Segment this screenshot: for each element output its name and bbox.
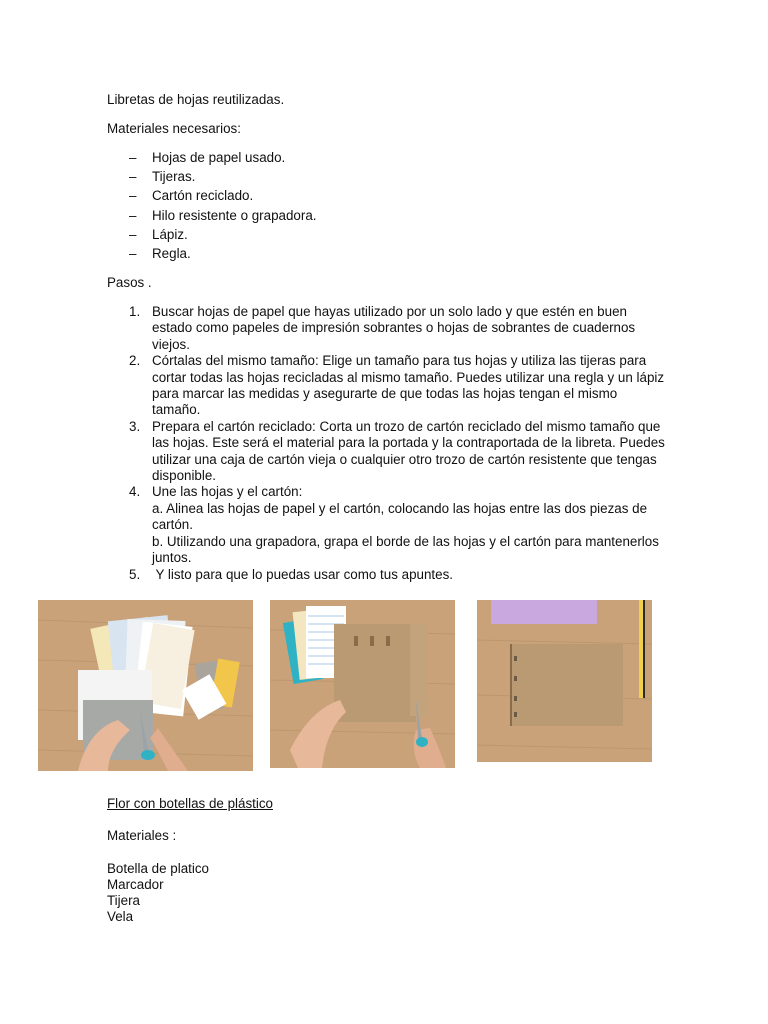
list-item: Vela [107, 909, 134, 924]
step-substep-b: b. Utilizando una grapadora, grapa el borde de las hojas y el cartón para mantenerlos juntos. [152, 533, 659, 566]
step-substep-a: a. Alinea las hojas de papel y el cartón, colocando las hojas entre las dos piezas de cartón. [152, 500, 648, 533]
photo-cutting-cardboard [270, 600, 455, 768]
list-item [107, 353, 667, 419]
list-item [107, 169, 317, 188]
step-number: 1. [129, 304, 141, 319]
list-item [107, 246, 317, 265]
list-item [107, 227, 317, 246]
steps-list [107, 304, 667, 583]
list-item [107, 419, 667, 485]
steps-heading: Pasos . [107, 275, 152, 290]
section2-materials-heading: Materiales : [107, 828, 177, 843]
list-item [107, 150, 317, 169]
step-number: 5. [129, 566, 141, 582]
step-text: Une las hojas y el cartón: [152, 484, 303, 500]
list-item [107, 304, 667, 353]
dash-marker: – [129, 150, 137, 165]
step-text: Y listo para que lo puedas usar como tus apuntes. [152, 566, 453, 582]
step-number: 4. [129, 484, 141, 500]
list-item [107, 567, 667, 583]
dash-marker: – [129, 188, 137, 204]
dash-marker: – [129, 245, 137, 261]
document-title: Libretas de hojas reutilizadas. [107, 92, 285, 107]
material-item: Cartón reciclado. [152, 188, 254, 204]
material-item: Tijeras. [152, 169, 196, 185]
step-number: 3. [129, 418, 141, 434]
photo-finished-notebook [477, 600, 652, 762]
step-text: Buscar hojas de papel que hayas utilizado por un solo lado y que estén en buen estado como papeles de impresión sobrantes o hojas de sobrantes de cuadernos viejos. [152, 304, 636, 352]
photo-cutting-paper [38, 600, 253, 771]
material-item: Hilo resistente o grapadora. [152, 207, 317, 223]
dash-marker: – [129, 207, 137, 223]
step-text: Córtalas del mismo tamaño: Elige un tamaño para tus hojas y utiliza las tijeras para cortar todas las hojas recicladas al mismo tamaño. Puedes utilizar una regla y un lápiz para marcar las medidas y asegurarte de que todas las hojas tengan el mismo tamaño. [152, 353, 665, 418]
step-number: 2. [129, 353, 141, 369]
materials-heading: Materiales necesarios: [107, 121, 241, 136]
material-item: Lápiz. [152, 226, 188, 242]
list-item [107, 188, 317, 207]
materials-list [107, 150, 317, 265]
list-item [107, 484, 667, 566]
dash-marker: – [129, 169, 137, 185]
material-item: Regla. [152, 245, 191, 261]
list-item: Tijera [107, 893, 140, 908]
step-text: Prepara el cartón reciclado: Corta un trozo de cartón reciclado del mismo tamaño que las hojas. Este será el material para la portada y la contraportada de la libreta. Puedes utilizar una caja de cartón vieja o cualquier otro trozo de cartón resistente que tengas disponible. [152, 418, 665, 484]
section2-title: Flor con botellas de plástico [107, 796, 273, 811]
material-item: Hojas de papel usado. [152, 150, 286, 165]
list-item [107, 208, 317, 227]
dash-marker: – [129, 226, 137, 242]
list-item: Marcador [107, 877, 164, 892]
list-item: Botella de platico [107, 861, 209, 876]
